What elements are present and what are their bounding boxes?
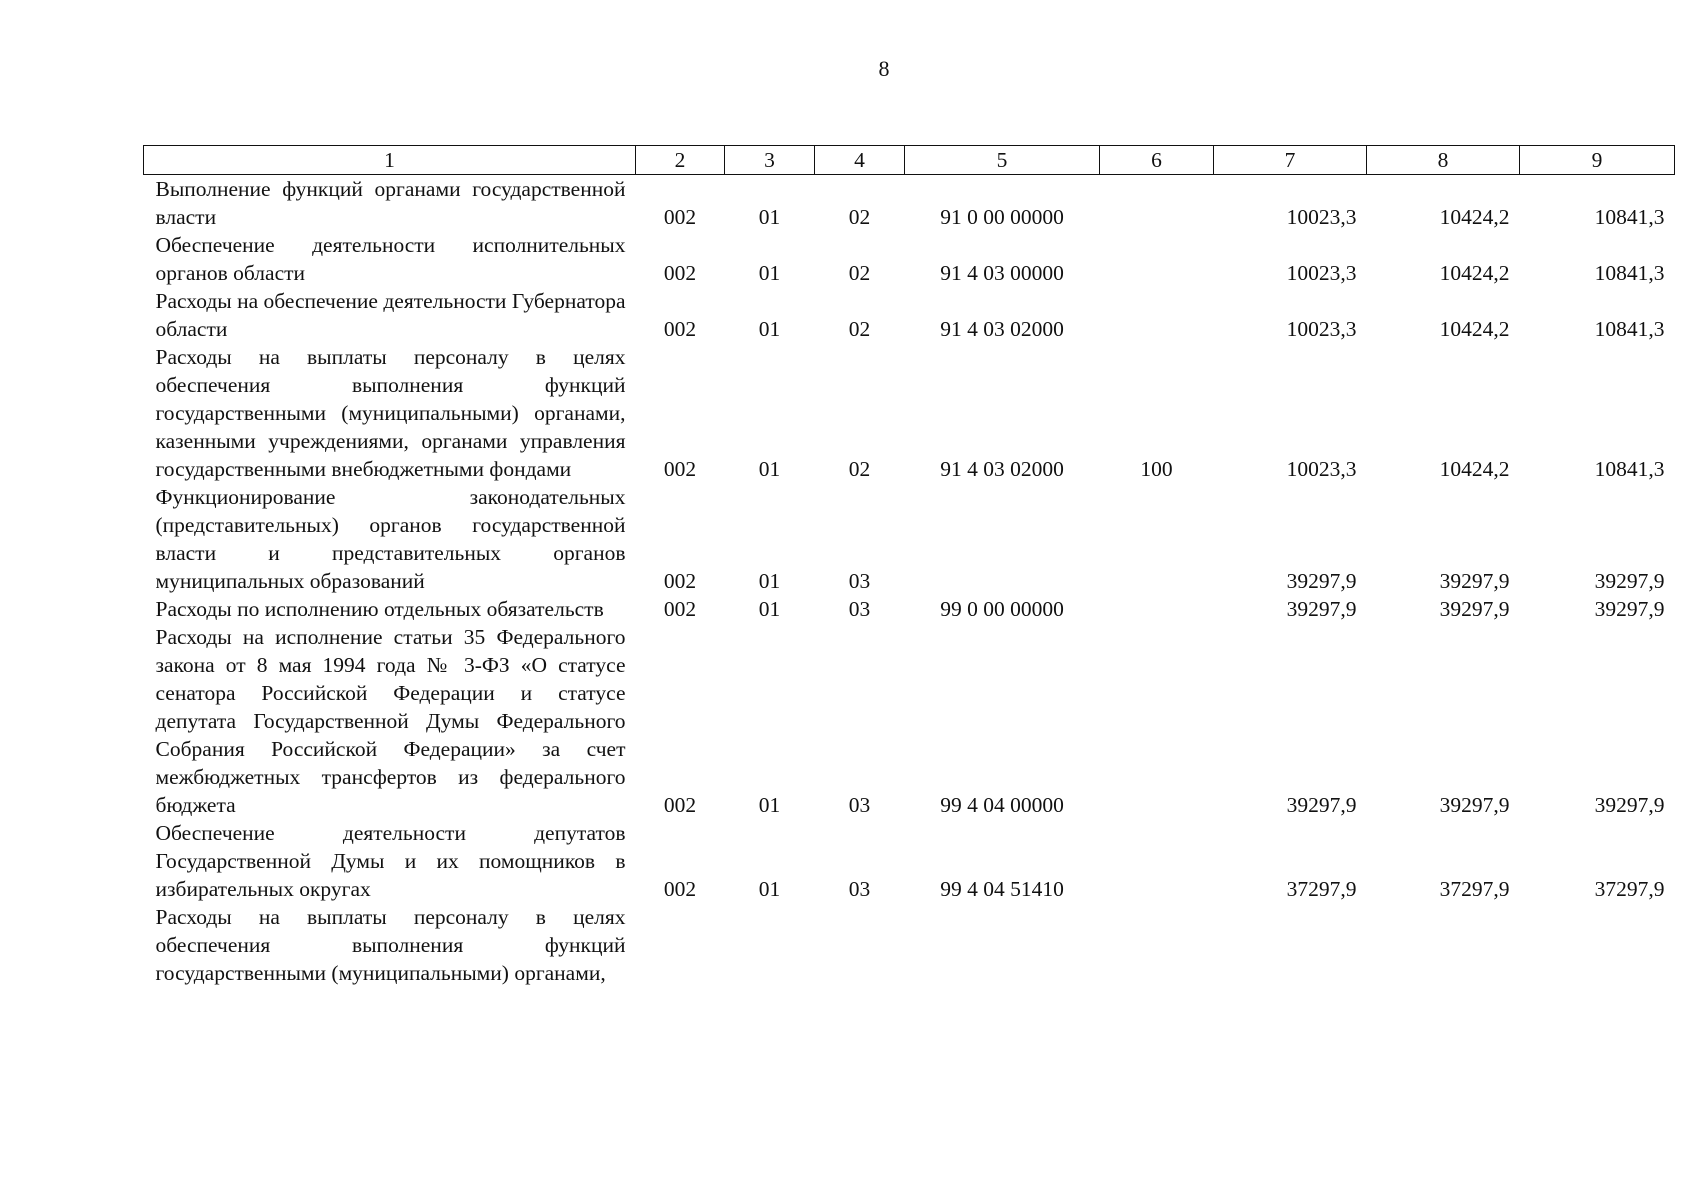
cell-col-3: 01 xyxy=(758,597,781,621)
cell-col-9: 10841,3 xyxy=(1594,261,1665,285)
cell-col-6: 100 xyxy=(1140,457,1173,481)
cell-col-2: 002 xyxy=(663,569,697,593)
cell-col-8: 10424,2 xyxy=(1439,457,1510,481)
table-row xyxy=(144,903,1675,987)
cell-col-2 xyxy=(636,903,725,987)
cell-col-7 xyxy=(1214,903,1367,987)
table-header-row xyxy=(144,146,1675,175)
cell-col-3: 01 xyxy=(758,569,781,593)
column-header: 6 xyxy=(1100,146,1214,175)
cell-col-8: 10424,2 xyxy=(1439,317,1510,341)
cell-col-4 xyxy=(815,903,905,987)
cell-col-8: 10424,2 xyxy=(1439,205,1510,229)
row-name: Расходы по исполнению отдельных обязательств xyxy=(155,597,604,621)
cell-col-2: 002 xyxy=(663,457,697,481)
row-name: Обеспечение деятельности исполнительных органов области xyxy=(155,233,626,285)
cell-col-5: 91 4 03 02000 xyxy=(940,457,1064,481)
cell-col-7: 10023,3 xyxy=(1286,205,1357,229)
cell-col-9: 10841,3 xyxy=(1594,205,1665,229)
cell-col-5: 99 4 04 00000 xyxy=(940,793,1064,817)
cell-col-3: 01 xyxy=(758,261,781,285)
cell-col-3: 01 xyxy=(758,793,781,817)
cell-col-9: 10841,3 xyxy=(1594,457,1665,481)
cell-col-6 xyxy=(1100,623,1214,819)
cell-col-7: 37297,9 xyxy=(1286,877,1357,901)
column-header: 3 xyxy=(725,146,815,175)
cell-col-4: 03 xyxy=(848,793,871,817)
cell-col-5: 91 0 00 00000 xyxy=(940,205,1064,229)
cell-col-5: 91 4 03 00000 xyxy=(940,261,1064,285)
cell-col-8: 39297,9 xyxy=(1439,597,1510,621)
table-row xyxy=(144,343,1675,483)
cell-col-9: 39297,9 xyxy=(1594,793,1665,817)
row-name: Выполнение функций органами государственной власти xyxy=(155,177,626,229)
cell-col-7: 39297,9 xyxy=(1286,569,1357,593)
cell-col-3: 01 xyxy=(758,457,781,481)
cell-col-4: 02 xyxy=(848,457,871,481)
cell-col-2: 002 xyxy=(663,597,697,621)
row-name: Расходы на обеспечение деятельности Губернатора области xyxy=(155,289,626,341)
column-header: 9 xyxy=(1520,146,1675,175)
column-header: 7 xyxy=(1214,146,1367,175)
cell-col-4: 02 xyxy=(848,317,871,341)
cell-col-4: 03 xyxy=(848,569,871,593)
cell-col-7: 39297,9 xyxy=(1286,793,1357,817)
column-header: 8 xyxy=(1367,146,1520,175)
cell-col-9: 37297,9 xyxy=(1594,877,1665,901)
cell-col-5: 99 0 00 00000 xyxy=(940,597,1064,621)
cell-col-4: 02 xyxy=(848,205,871,229)
cell-col-5 xyxy=(905,483,1100,595)
cell-col-3: 01 xyxy=(758,877,781,901)
budget-table xyxy=(143,145,1675,987)
cell-col-9: 39297,9 xyxy=(1594,597,1665,621)
cell-col-9: 39297,9 xyxy=(1594,569,1665,593)
cell-col-8: 39297,9 xyxy=(1439,793,1510,817)
column-header: 1 xyxy=(144,146,636,175)
table-row xyxy=(144,231,1675,287)
cell-col-6 xyxy=(1100,231,1214,287)
cell-col-7: 10023,3 xyxy=(1286,457,1357,481)
row-name: Функционирование законодательных (представительных) органов государственной власти и представительных органов муниципальных образований xyxy=(155,485,626,593)
cell-col-8 xyxy=(1367,903,1520,987)
table-row xyxy=(144,483,1675,595)
cell-col-4: 03 xyxy=(848,597,871,621)
cell-col-7: 10023,3 xyxy=(1286,261,1357,285)
column-header: 2 xyxy=(636,146,725,175)
table-row xyxy=(144,175,1675,232)
row-name: Обеспечение деятельности депутатов Государственной Думы и их помощников в избирательных округах xyxy=(155,821,626,901)
table-row xyxy=(144,287,1675,343)
cell-col-2: 002 xyxy=(663,317,697,341)
row-name: Расходы на исполнение статьи 35 Федерального закона от 8 мая 1994 года № 3-ФЗ «О статусе сенатора Российской Федерации и статусе депутата Государственной Думы Федерального Собрания Российской Федерации» за счет межбюджетных трансфертов из федерального бюджета xyxy=(155,625,626,817)
cell-col-8: 39297,9 xyxy=(1439,569,1510,593)
column-header: 5 xyxy=(905,146,1100,175)
cell-col-2: 002 xyxy=(663,877,697,901)
row-name: Расходы на выплаты персоналу в целях обеспечения выполнения функций государственными (муниципальными) органами, xyxy=(155,905,626,985)
cell-col-6 xyxy=(1100,287,1214,343)
table-row xyxy=(144,623,1675,819)
cell-col-3 xyxy=(725,903,815,987)
cell-col-7: 39297,9 xyxy=(1286,597,1357,621)
column-header: 4 xyxy=(815,146,905,175)
cell-col-5: 99 4 04 51410 xyxy=(940,877,1064,901)
cell-col-3: 01 xyxy=(758,317,781,341)
row-name: Расходы на выплаты персоналу в целях обеспечения выполнения функций государственными (муниципальными) органами, казенными учреждениями, органами управления государственными внебюджетными фондами xyxy=(155,345,626,481)
cell-col-8: 37297,9 xyxy=(1439,877,1510,901)
cell-col-8: 10424,2 xyxy=(1439,261,1510,285)
cell-col-5: 91 4 03 02000 xyxy=(940,317,1064,341)
table-row xyxy=(144,819,1675,903)
cell-col-2: 002 xyxy=(663,793,697,817)
cell-col-4: 03 xyxy=(848,877,871,901)
page-number: 8 xyxy=(878,56,890,81)
cell-col-9 xyxy=(1520,903,1675,987)
table-row xyxy=(144,595,1675,623)
cell-col-2: 002 xyxy=(663,205,697,229)
cell-col-6 xyxy=(1100,595,1214,623)
cell-col-6 xyxy=(1100,483,1214,595)
cell-col-6 xyxy=(1100,903,1214,987)
cell-col-6 xyxy=(1100,175,1214,232)
cell-col-5 xyxy=(905,903,1100,987)
cell-col-4: 02 xyxy=(848,261,871,285)
cell-col-6 xyxy=(1100,819,1214,903)
cell-col-3: 01 xyxy=(758,205,781,229)
cell-col-7: 10023,3 xyxy=(1286,317,1357,341)
cell-col-2: 002 xyxy=(663,261,697,285)
cell-col-9: 10841,3 xyxy=(1594,317,1665,341)
